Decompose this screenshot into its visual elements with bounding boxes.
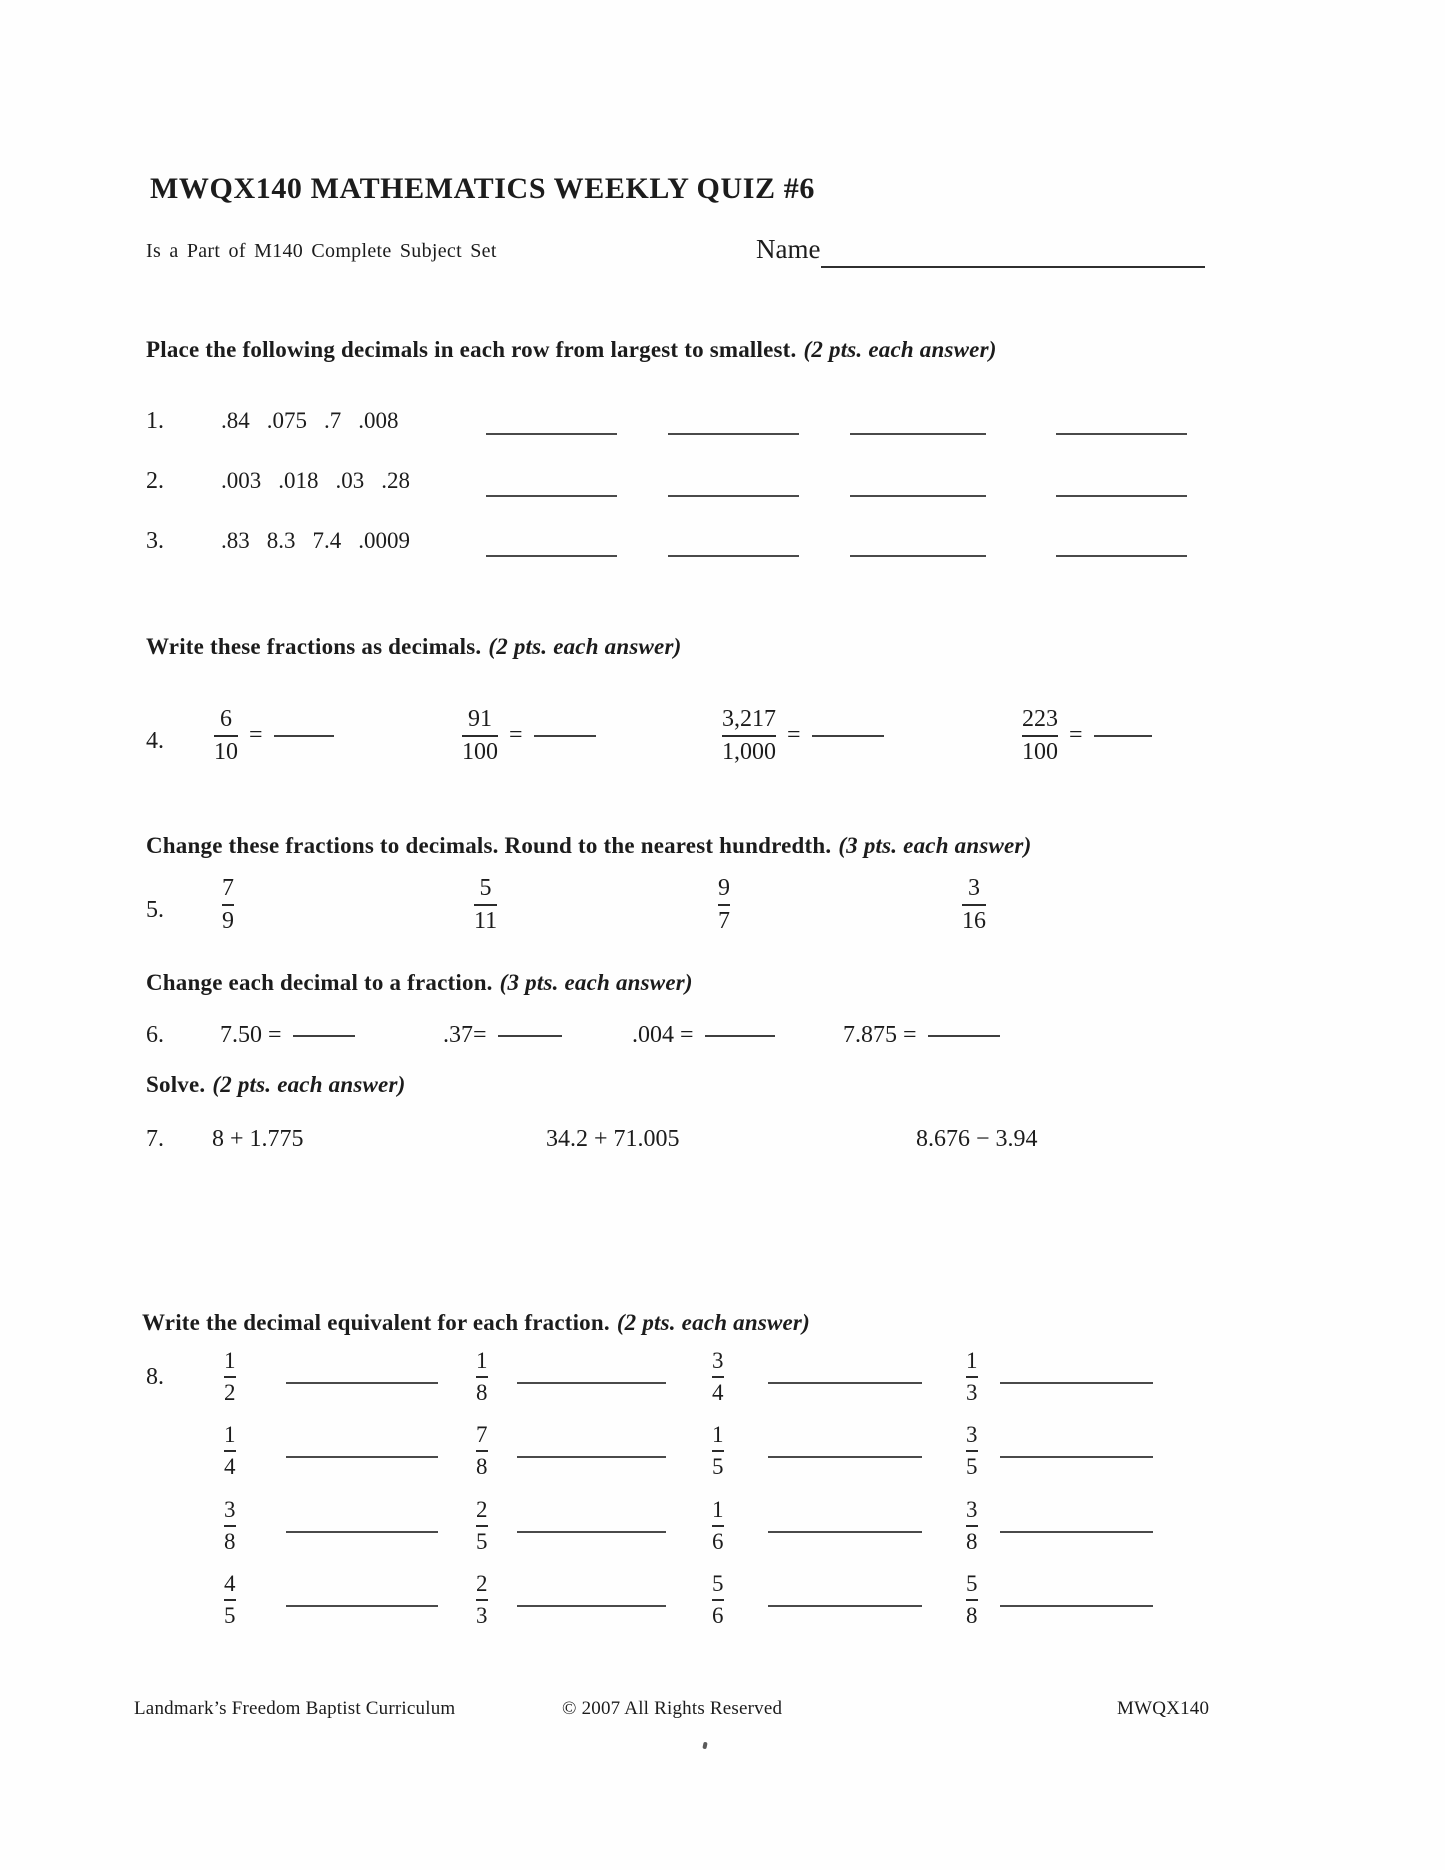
fraction <box>462 706 498 766</box>
decimal-expression: .37= <box>443 1022 487 1048</box>
page-footer <box>0 1698 1445 1728</box>
denominator: 5 <box>966 1453 978 1479</box>
numerator: 6 <box>220 706 232 732</box>
numerator: 3,217 <box>722 706 776 732</box>
fraction-bar <box>224 1450 236 1452</box>
fraction <box>722 706 776 766</box>
numerator: 1 <box>712 1422 724 1447</box>
fraction <box>214 706 238 766</box>
numerator: 3 <box>968 875 980 901</box>
points-note: (2 pts. each answer) <box>803 337 997 362</box>
name-label: Name <box>756 234 821 264</box>
section-heading-round-hundredth <box>146 833 1031 859</box>
numerator: 5 <box>479 875 492 901</box>
fraction-bar <box>474 904 497 906</box>
fraction <box>1022 706 1058 766</box>
answer-blank[interactable] <box>517 1456 666 1458</box>
fraction-bar <box>462 735 498 737</box>
numerator: 1 <box>224 1422 236 1447</box>
answer-blank[interactable] <box>850 495 986 497</box>
problem-number: 4. <box>146 728 164 754</box>
fraction <box>476 1571 488 1629</box>
denominator: 4 <box>712 1379 724 1405</box>
decimal-value: .83 <box>221 528 250 553</box>
problem-2-row <box>0 468 1445 518</box>
fraction-bar <box>224 1599 236 1601</box>
numerator: 5 <box>712 1571 724 1596</box>
points-note: (2 pts. each answer) <box>488 634 682 659</box>
problem-number: 5. <box>146 897 164 923</box>
answer-blank[interactable] <box>668 555 799 557</box>
fraction-bar <box>712 1525 724 1527</box>
decimal-equals-item <box>443 1022 562 1049</box>
fraction-bar <box>222 904 234 906</box>
solve-expression: 8.676 − 3.94 <box>916 1126 1038 1152</box>
answer-blank[interactable] <box>705 1035 775 1037</box>
fraction-equals-item <box>214 706 334 766</box>
fraction <box>712 1497 724 1555</box>
footer-code: MWQX140 <box>1117 1698 1210 1719</box>
section-heading-solve <box>146 1072 405 1098</box>
subtitle: Is a Part of M140 Complete Subject Set <box>146 240 497 262</box>
denominator: 3 <box>476 1602 488 1628</box>
heading-text: Solve. <box>146 1072 206 1097</box>
numerator: 1 <box>224 1348 236 1373</box>
fraction-bar <box>476 1525 488 1527</box>
footer-curriculum: Landmark’s Freedom Baptist Curriculum <box>134 1698 456 1719</box>
fraction <box>712 1422 724 1480</box>
numerator: 3 <box>712 1348 724 1373</box>
fraction <box>966 1422 978 1480</box>
denominator: 11 <box>474 907 498 934</box>
problem-4-row <box>0 706 1445 776</box>
answer-blank[interactable] <box>534 735 596 737</box>
answer-blank[interactable] <box>486 495 617 497</box>
heading-text: Change each decimal to a fraction. <box>146 970 493 995</box>
problem-number: 1. <box>146 408 164 434</box>
answer-blank[interactable] <box>517 1531 666 1533</box>
numerator: 1 <box>712 1497 724 1522</box>
denominator: 2 <box>224 1379 236 1405</box>
numerator: 5 <box>966 1571 978 1596</box>
answer-blank[interactable] <box>274 735 334 737</box>
numerator: 3 <box>966 1497 978 1522</box>
fraction-bar <box>722 735 776 737</box>
decimal-expression: 7.50 = <box>220 1022 282 1048</box>
answer-blank[interactable] <box>768 1382 922 1384</box>
answer-blank[interactable] <box>812 735 884 737</box>
problem-number: 3. <box>146 528 164 554</box>
decimal-value: 7.4 <box>312 528 342 553</box>
equals-sign: = <box>787 722 801 749</box>
answer-blank[interactable] <box>498 1035 562 1037</box>
problem-number: 6. <box>146 1022 164 1048</box>
problem-8-grid-row-1 <box>0 1348 1445 1408</box>
problem-1-row <box>0 408 1445 458</box>
answer-blank[interactable] <box>286 1382 438 1384</box>
fraction <box>224 1348 236 1406</box>
denominator: 1,000 <box>722 738 776 765</box>
page-title: MWQX140 MATHEMATICS WEEKLY QUIZ #6 <box>150 172 815 205</box>
numerator: 2 <box>476 1497 488 1522</box>
numerator: 7 <box>476 1422 488 1447</box>
section-heading-decimal-to-fraction <box>146 970 693 996</box>
fraction-bar <box>718 904 730 906</box>
heading-text: Write these fractions as decimals. <box>146 634 482 659</box>
answer-blank[interactable] <box>928 1035 1000 1037</box>
numerator: 9 <box>718 875 730 901</box>
numerator: 1 <box>476 1348 488 1373</box>
decimal-value: .0009 <box>358 528 410 553</box>
problem-number: 8. <box>146 1364 164 1390</box>
fraction-bar <box>1022 735 1058 737</box>
fraction-bar <box>966 1376 978 1378</box>
fraction <box>966 1348 978 1406</box>
decimal-equals-item <box>843 1022 1000 1049</box>
answer-blank[interactable] <box>1056 495 1187 497</box>
numerator: 1 <box>966 1348 978 1373</box>
fraction-bar <box>224 1376 236 1378</box>
problem-8-grid-row-2 <box>0 1422 1445 1482</box>
fraction-bar <box>476 1450 488 1452</box>
decimal-value: .008 <box>358 408 399 433</box>
decimal-value: .28 <box>381 468 410 493</box>
fraction <box>966 1497 978 1555</box>
section-heading-order-decimals <box>146 337 997 363</box>
fraction <box>222 875 234 935</box>
answer-blank[interactable] <box>850 555 986 557</box>
answer-blank[interactable] <box>293 1035 355 1037</box>
fraction-bar <box>966 1450 978 1452</box>
denominator: 8 <box>966 1528 978 1554</box>
fraction-bar <box>966 1599 978 1601</box>
decimal-value: .018 <box>278 468 319 493</box>
answer-blank[interactable] <box>1094 735 1152 737</box>
numerator: 4 <box>224 1571 236 1596</box>
denominator: 100 <box>462 738 498 765</box>
fraction-bar <box>962 904 986 906</box>
answer-blank[interactable] <box>1000 1605 1153 1607</box>
decimal-value: .84 <box>221 408 250 433</box>
heading-text: Place the following decimals in each row from largest to smallest. <box>146 337 797 362</box>
answer-blank[interactable] <box>1000 1456 1153 1458</box>
denominator: 6 <box>712 1528 724 1554</box>
decimal-values <box>221 528 410 554</box>
answer-blank[interactable] <box>1056 433 1187 435</box>
fraction <box>966 1571 978 1629</box>
fraction <box>718 875 730 935</box>
equals-sign: = <box>509 722 523 749</box>
denominator: 8 <box>224 1528 236 1554</box>
answer-blank[interactable] <box>668 495 799 497</box>
denominator: 8 <box>966 1602 978 1628</box>
denominator: 5 <box>476 1528 488 1554</box>
points-note: (2 pts. each answer) <box>616 1310 810 1335</box>
answer-blank[interactable] <box>517 1382 666 1384</box>
answer-blank[interactable] <box>286 1456 438 1458</box>
fraction-bar <box>224 1525 236 1527</box>
fraction-bar <box>966 1525 978 1527</box>
decimal-value: .003 <box>221 468 262 493</box>
denominator: 9 <box>222 907 234 934</box>
answer-blank[interactable] <box>1000 1382 1153 1384</box>
problem-7-row <box>0 1126 1445 1166</box>
fraction-bar <box>476 1376 488 1378</box>
answer-blank[interactable] <box>286 1605 438 1607</box>
answer-blank[interactable] <box>486 433 617 435</box>
decimal-expression: .004 = <box>632 1022 694 1048</box>
decimal-expression: 7.875 = <box>843 1022 917 1048</box>
points-note: (3 pts. each answer) <box>838 833 1032 858</box>
fraction <box>224 1497 236 1555</box>
denominator: 5 <box>712 1453 724 1479</box>
decimal-value: .03 <box>335 468 365 493</box>
decimal-value: .7 <box>324 408 342 433</box>
problem-3-row <box>0 528 1445 578</box>
denominator: 8 <box>476 1379 488 1405</box>
fraction-bar <box>712 1450 724 1452</box>
answer-blank[interactable] <box>1000 1531 1153 1533</box>
equals-sign: = <box>1069 722 1083 749</box>
fraction-bar <box>214 735 238 737</box>
answer-blank[interactable] <box>668 433 799 435</box>
decimal-equals-item <box>220 1022 355 1049</box>
numerator: 7 <box>222 875 234 901</box>
points-note: (3 pts. each answer) <box>499 970 693 995</box>
denominator: 5 <box>224 1602 236 1628</box>
footer-copyright: © 2007 All Rights Reserved <box>562 1698 783 1719</box>
denominator: 6 <box>712 1602 724 1628</box>
answer-blank[interactable] <box>1056 555 1187 557</box>
problem-8-grid-row-4 <box>0 1571 1445 1631</box>
denominator: 100 <box>1022 738 1058 765</box>
answer-blank[interactable] <box>850 433 986 435</box>
problem-number: 2. <box>146 468 164 494</box>
denominator: 16 <box>962 907 986 934</box>
denominator: 3 <box>966 1379 978 1405</box>
denominator: 8 <box>476 1453 488 1479</box>
fraction <box>224 1571 236 1629</box>
decimal-values <box>221 468 410 494</box>
problem-5-row <box>0 875 1445 945</box>
denominator: 7 <box>718 907 730 934</box>
scan-artifact <box>702 1742 707 1750</box>
section-heading-fractions-to-decimals <box>146 634 681 660</box>
decimal-value: .075 <box>266 408 307 433</box>
problem-number: 7. <box>146 1126 164 1152</box>
solve-expression: 34.2 + 71.005 <box>546 1126 680 1152</box>
fraction <box>474 875 497 935</box>
denominator: 4 <box>224 1453 236 1479</box>
decimal-value: 8.3 <box>266 528 296 553</box>
problem-8-grid-row-3 <box>0 1497 1445 1557</box>
heading-text: Write the decimal equivalent for each fraction. <box>142 1310 610 1335</box>
fraction-bar <box>712 1376 724 1378</box>
fraction-bar <box>476 1599 488 1601</box>
answer-blank[interactable] <box>768 1456 922 1458</box>
equals-sign: = <box>249 722 263 749</box>
numerator: 3 <box>966 1422 978 1447</box>
answer-blank[interactable] <box>286 1531 438 1533</box>
fraction <box>476 1348 488 1406</box>
fraction-equals-item <box>462 706 596 766</box>
numerator: 3 <box>224 1497 236 1522</box>
fraction <box>224 1422 236 1480</box>
answer-blank[interactable] <box>768 1531 922 1533</box>
fraction <box>962 875 986 935</box>
heading-text: Change these fractions to decimals. Round to the nearest hundredth. <box>146 833 832 858</box>
points-note: (2 pts. each answer) <box>212 1072 406 1097</box>
denominator: 10 <box>214 738 238 765</box>
answer-blank[interactable] <box>517 1605 666 1607</box>
fraction <box>476 1497 488 1555</box>
numerator: 91 <box>468 706 492 732</box>
problem-6-row <box>0 1022 1445 1062</box>
fraction <box>476 1422 488 1480</box>
answer-blank[interactable] <box>768 1605 922 1607</box>
numerator: 223 <box>1022 706 1058 732</box>
decimal-equals-item <box>632 1022 775 1049</box>
answer-blank[interactable] <box>486 555 617 557</box>
section-heading-decimal-equivalents <box>142 1310 810 1336</box>
name-blank-line[interactable] <box>821 266 1205 268</box>
fraction-bar <box>712 1599 724 1601</box>
numerator: 2 <box>476 1571 488 1596</box>
solve-expression: 8 + 1.775 <box>212 1126 304 1152</box>
fraction-equals-item <box>722 706 884 766</box>
fraction <box>712 1348 724 1406</box>
decimal-values <box>221 408 399 434</box>
fraction-equals-item <box>1022 706 1152 766</box>
fraction <box>712 1571 724 1629</box>
